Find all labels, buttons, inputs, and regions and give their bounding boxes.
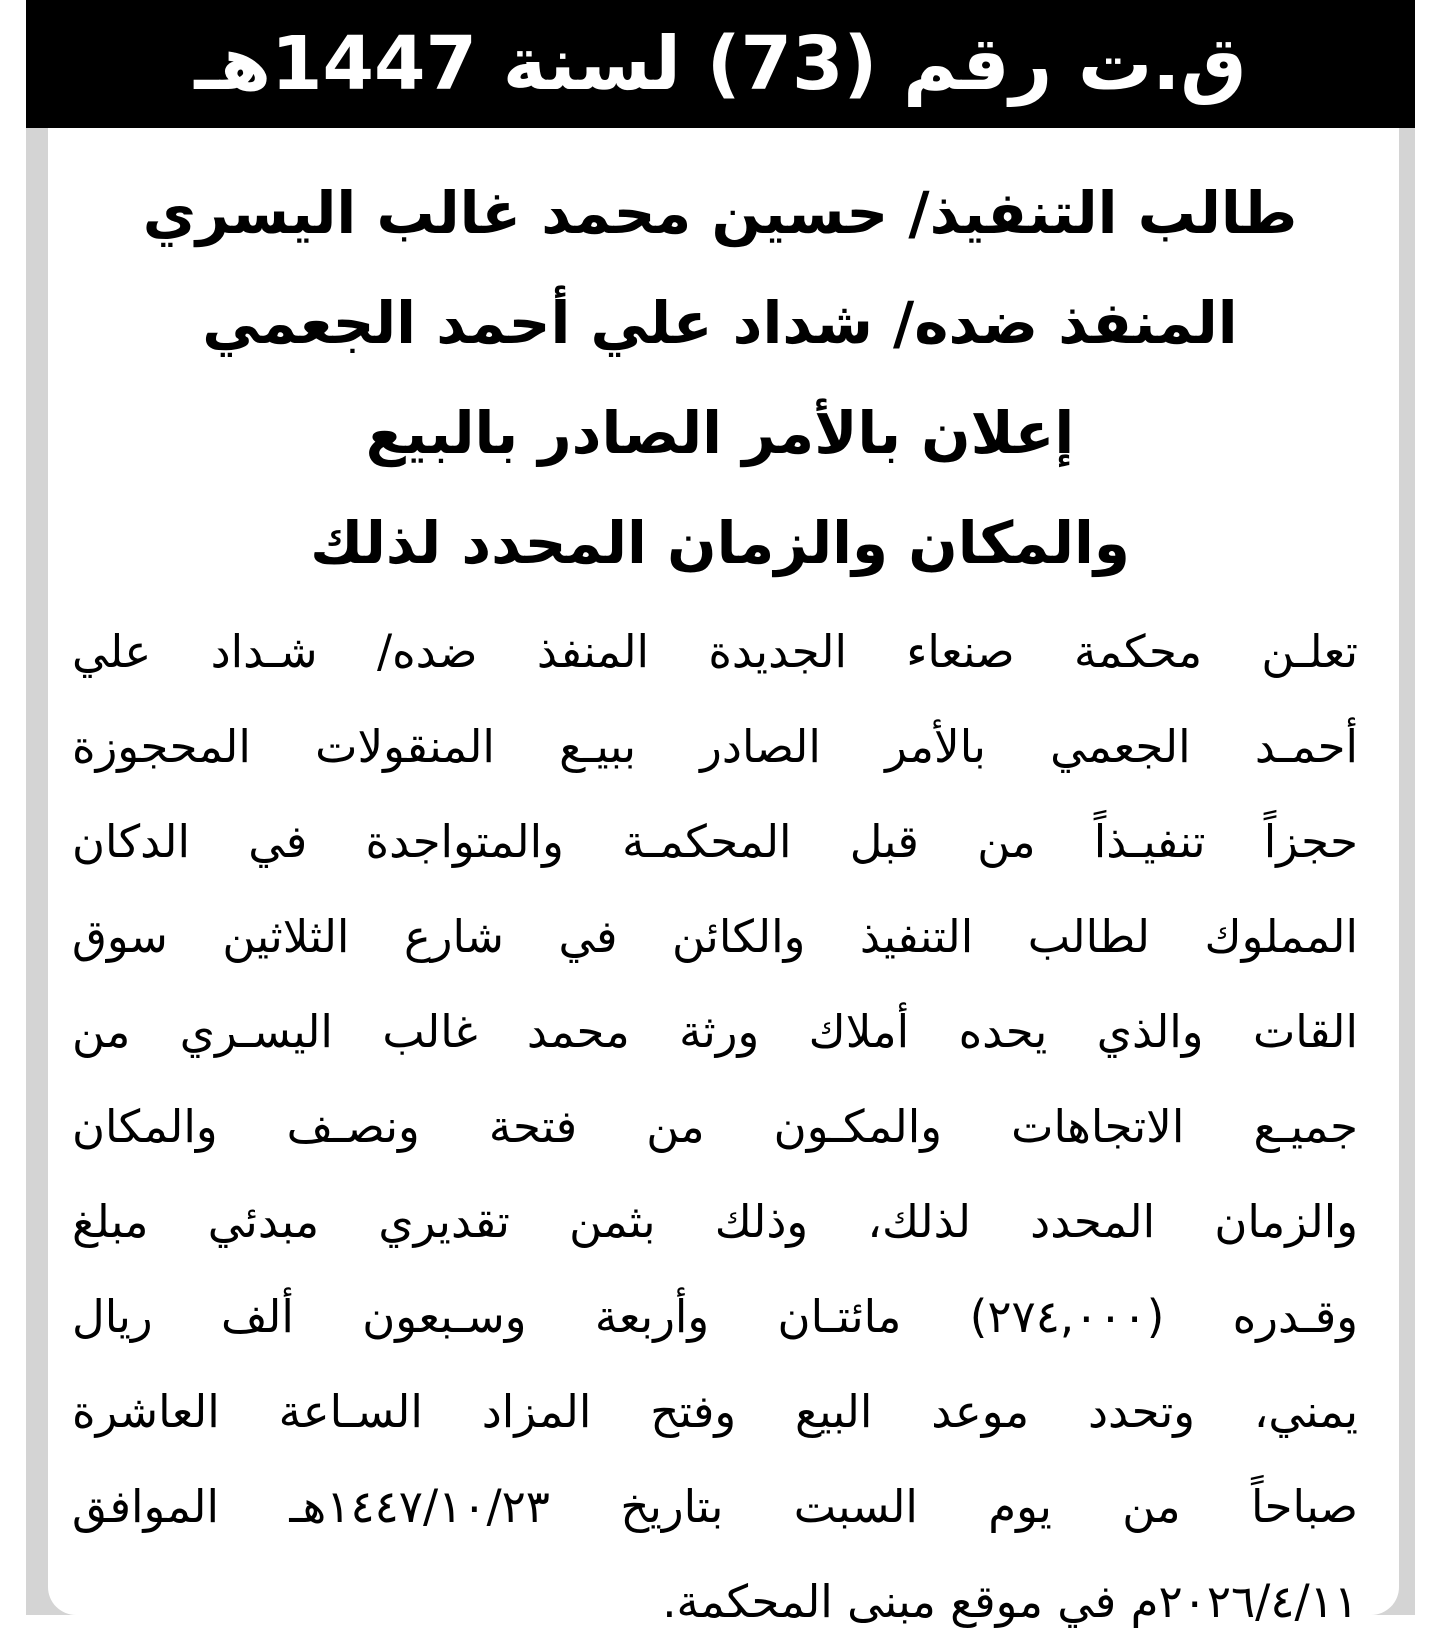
header-bar <box>26 0 1415 128</box>
body-line: ٢٠٢٦/٤/١١م في موقع مبنى المحكمة. <box>662 1575 1358 1628</box>
body-line: وقـدره (٢٧٤,٠٠٠) مائتـان وأربعة وسـبعون ألف ريال <box>72 1290 1359 1343</box>
body-line: جميـع الاتجاهات والمكـون من فتحة ونصـف والمكان <box>72 1100 1358 1153</box>
body-line: صباحاً من يوم السبت بتاريخ ١٤٤٧/١٠/٢٣هـ الموافق <box>72 1480 1358 1533</box>
execution-requester: طالب التنفيذ/ حسين محمد غالب اليسري <box>142 179 1298 247</box>
place-time-heading: والمكان والزمان المحدد لذلك <box>310 509 1130 577</box>
case-number-title: ق.ت رقم (73) لسنة 1447هـ <box>194 21 1247 107</box>
body-line: حجزاً تنفيـذاً من قبل المحكمـة والمتواجدة في الدكان <box>72 815 1358 868</box>
body-line: القات والذي يحده أملاك ورثة محمد غالب اليسـري من <box>72 1005 1358 1058</box>
notice-headings <box>80 158 1360 598</box>
body-line: والزمان المحدد لذلك، وذلك بثمن تقديري مبدئي مبلغ <box>72 1195 1358 1248</box>
body-line: المملوك لطالب التنفيذ والكائن في شارع الثلاثين سوق <box>72 910 1358 963</box>
body-line: أحمـد الجعمي بالأمر الصادر ببيـع المنقولات المحجوزة <box>72 720 1358 773</box>
body-line: يمني، وتحدد موعد البيع وفتح المزاد السـاعة العاشرة <box>72 1385 1358 1438</box>
body-line: تعلـن محكمة صنعاء الجديدة المنفذ ضده/ شـداد علي <box>72 625 1358 678</box>
executed-against: المنفذ ضده/ شداد علي أحمد الجعمي <box>202 289 1238 357</box>
sale-order-heading: إعلان بالأمر الصادر بالبيع <box>365 399 1075 467</box>
notice-body <box>72 604 1358 1649</box>
